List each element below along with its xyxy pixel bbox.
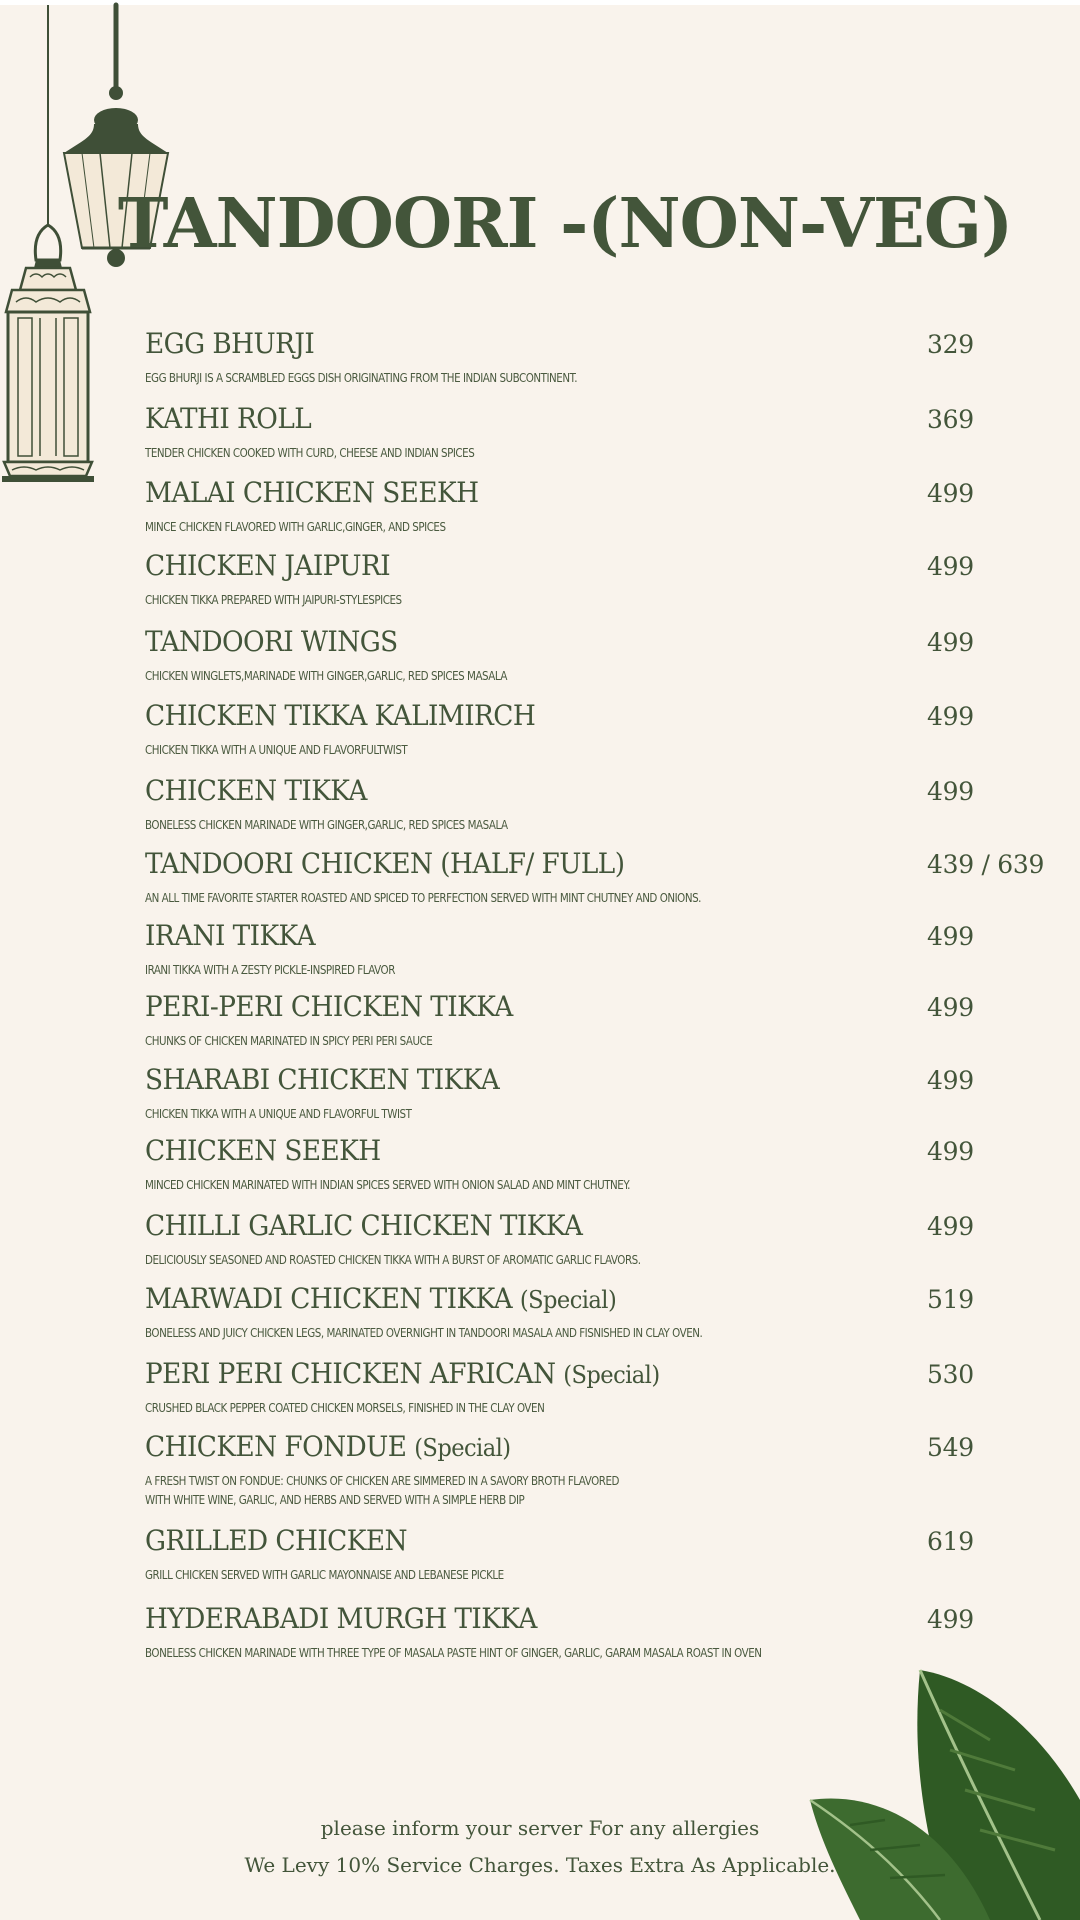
item-description (145, 1251, 641, 1270)
item-price: 549 (927, 1433, 974, 1462)
item-description-line: BONELESS CHICKEN MARINADE WITH GINGER,GARLIC, RED SPICES MASALA (145, 818, 508, 832)
item-description (145, 1566, 504, 1585)
item-name-text: SHARABI CHICKEN TIKKA (145, 1063, 500, 1096)
item-name-text: CHICKEN FONDUE (145, 1430, 407, 1463)
item-description (145, 741, 407, 760)
banana-leaves-icon (790, 1650, 1080, 1920)
item-description-line: MINCE CHICKEN FLAVORED WITH GARLIC,GINGER, AND SPICES (145, 520, 446, 534)
item-name (145, 549, 391, 582)
item-description-line: CHICKEN TIKKA PREPARED WITH JAIPURI-STYLESPICES (145, 593, 402, 607)
item-name-text: TANDOORI WINGS (145, 625, 398, 658)
item-description-line: BONELESS CHICKEN MARINADE WITH THREE TYPE OF MASALA PASTE HINT OF GINGER, GARLIC, GARAM MASALA ROAST IN OVEN (145, 1646, 762, 1660)
item-price: 499 (927, 1605, 974, 1634)
menu-title: TANDOORI -(NON-VEG) (117, 184, 1013, 264)
item-price: 499 (927, 922, 974, 951)
item-description-line: IRANI TIKKA WITH A ZESTY PICKLE-INSPIRED FLAVOR (145, 963, 395, 977)
item-name-text: PERI-PERI CHICKEN TIKKA (145, 990, 513, 1023)
item-description-line: CHICKEN WINGLETS,MARINADE WITH GINGER,GARLIC, RED SPICES MASALA (145, 669, 508, 683)
item-name-text: MALAI CHICKEN SEEKH (145, 476, 479, 509)
item-name-text: CHICKEN TIKKA (145, 774, 367, 807)
item-description (145, 816, 508, 835)
item-price: 499 (927, 628, 974, 657)
item-name-text: CHILLI GARLIC CHICKEN TIKKA (145, 1209, 583, 1242)
item-name (145, 990, 513, 1023)
item-price: 439 / 639 (927, 850, 1045, 879)
item-price: 619 (927, 1527, 974, 1556)
service-charge-note: We Levy 10% Service Charges. Taxes Extra As Applicable. (244, 1853, 836, 1877)
item-price: 499 (927, 702, 974, 731)
item-description (145, 518, 446, 537)
item-description (145, 1644, 762, 1663)
item-description (145, 1472, 619, 1510)
item-name (145, 1209, 583, 1242)
item-description-line: WITH WHITE WINE, GARLIC, AND HERBS AND SERVED WITH A SIMPLE HERB DIP (145, 1493, 525, 1507)
item-description (145, 1399, 544, 1418)
item-price: 499 (927, 1066, 974, 1095)
item-name-text: GRILLED CHICKEN (145, 1524, 407, 1557)
special-tag: (Special) (519, 1286, 617, 1314)
item-price: 530 (927, 1360, 974, 1389)
special-tag: (Special) (414, 1434, 511, 1462)
item-description (145, 1324, 702, 1343)
item-description (145, 369, 577, 388)
item-name (145, 476, 479, 509)
item-description (145, 1176, 630, 1195)
item-description-line: A FRESH TWIST ON FONDUE: CHUNKS OF CHICKEN ARE SIMMERED IN A SAVORY BROTH FLAVORED (145, 1474, 620, 1488)
allergy-note: please inform your server For any allergies (320, 1816, 760, 1840)
item-name (145, 402, 312, 435)
item-name-text: EGG BHURJI (145, 327, 315, 360)
item-name-text: TANDOORI CHICKEN (HALF/ FULL) (145, 847, 625, 880)
item-description-line: CHICKEN TIKKA WITH A UNIQUE AND FLAVORFULTWIST (145, 743, 408, 757)
item-description-line: BONELESS AND JUICY CHICKEN LEGS, MARINATED OVERNIGHT IN TANDOORI MASALA AND FISNISHED IN CLAY OVEN. (145, 1326, 703, 1340)
item-description (145, 889, 701, 908)
item-name (145, 1430, 511, 1463)
item-name (145, 774, 367, 807)
item-description-line: EGG BHURJI IS A SCRAMBLED EGGS DISH ORIGINATING FROM THE INDIAN SUBCONTINENT. (145, 371, 578, 385)
item-description-line: GRILL CHICKEN SERVED WITH GARLIC MAYONNAISE AND LEBANESE PICKLE (145, 1568, 504, 1582)
item-name (145, 699, 536, 732)
item-name-text: CHICKEN SEEKH (145, 1134, 381, 1167)
item-price: 329 (927, 330, 974, 359)
item-description (145, 444, 474, 463)
item-name (145, 847, 625, 880)
item-name (145, 327, 315, 360)
item-description (145, 961, 395, 980)
item-description-line: CRUSHED BLACK PEPPER COATED CHICKEN MORSELS, FINISHED IN THE CLAY OVEN (145, 1401, 545, 1415)
item-price: 499 (927, 1137, 974, 1166)
item-description-line: DELICIOUSLY SEASONED AND ROASTED CHICKEN TIKKA WITH A BURST OF AROMATIC GARLIC FLAVORS. (145, 1253, 641, 1267)
item-name-text: PERI PERI CHICKEN AFRICAN (145, 1357, 556, 1390)
item-description-line: AN ALL TIME FAVORITE STARTER ROASTED AND SPICED TO PERFECTION SERVED WITH MINT CHUTNEY AND ONIONS. (145, 891, 701, 905)
item-price: 499 (927, 479, 974, 508)
item-price: 519 (927, 1285, 974, 1314)
item-price: 369 (927, 405, 974, 434)
item-name-text: KATHI ROLL (145, 402, 312, 435)
item-name (145, 1063, 500, 1096)
item-name (145, 1524, 407, 1557)
item-price: 499 (927, 552, 974, 581)
item-name-text: CHICKEN TIKKA KALIMIRCH (145, 699, 536, 732)
item-description-line: MINCED CHICKEN MARINATED WITH INDIAN SPICES SERVED WITH ONION SALAD AND MINT CHUTNEY. (145, 1178, 630, 1192)
item-name-text: IRANI TIKKA (145, 919, 316, 952)
item-name (145, 1282, 617, 1315)
item-description-line: CHICKEN TIKKA WITH A UNIQUE AND FLAVORFUL TWIST (145, 1107, 412, 1121)
item-name-text: MARWADI CHICKEN TIKKA (145, 1282, 513, 1315)
item-description (145, 1032, 432, 1051)
item-description (145, 591, 402, 610)
item-name (145, 625, 398, 658)
item-name (145, 1602, 537, 1635)
item-name (145, 1357, 660, 1390)
item-description-line: CHUNKS OF CHICKEN MARINATED IN SPICY PERI PERI SAUCE (145, 1034, 433, 1048)
item-description-line: TENDER CHICKEN COOKED WITH CURD, CHEESE AND INDIAN SPICES (145, 446, 475, 460)
item-price: 499 (927, 1212, 974, 1241)
item-name (145, 1134, 381, 1167)
item-description (145, 667, 507, 686)
item-description (145, 1105, 411, 1124)
item-price: 499 (927, 993, 974, 1022)
item-price: 499 (927, 777, 974, 806)
special-tag: (Special) (563, 1361, 660, 1389)
item-name (145, 919, 316, 952)
item-name-text: HYDERABADI MURGH TIKKA (145, 1602, 537, 1635)
item-name-text: CHICKEN JAIPURI (145, 549, 391, 582)
